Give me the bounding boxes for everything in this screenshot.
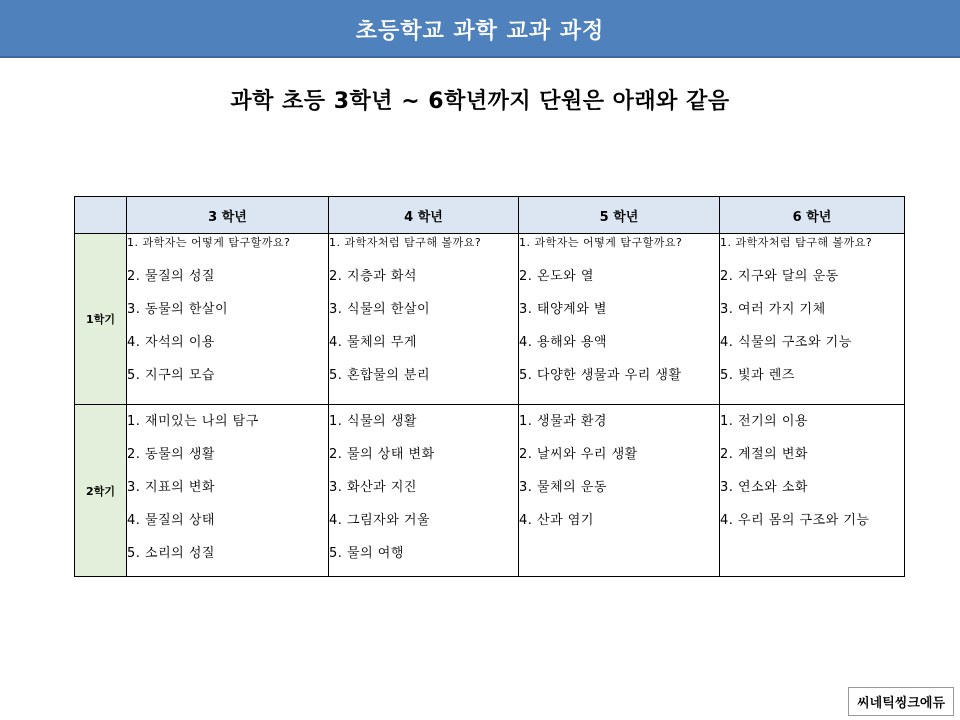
units-cell-s1-g4 [329,234,519,405]
unit-item: 2. 날씨와 우리 생활 [519,447,638,462]
unit-item: 5. 지구의 모습 [127,368,215,383]
unit-item: 1. 과학자는 어떻게 탐구할까요? [127,236,291,249]
unit-item: 4. 산과 염기 [519,513,594,528]
unit-item: 2. 물의 상태 변화 [329,447,435,462]
unit-item: 2. 온도와 열 [519,269,594,284]
unit-item: 1. 과학자처럼 탐구해 볼까요? [329,236,482,249]
unit-item: 5. 다양한 생물과 우리 생활 [519,368,682,383]
unit-item: 3. 태양계와 별 [519,302,607,317]
units-cell-s1-g5 [519,234,720,405]
unit-item: 4. 자석의 이용 [127,335,215,350]
unit-item: 3. 지표의 변화 [127,480,215,495]
curriculum-table [74,196,905,577]
unit-item: 5. 물의 여행 [329,546,404,561]
semester-label: 1학기 [75,234,127,405]
unit-item: 3. 연소와 소화 [720,480,808,495]
unit-item: 4. 그림자와 거울 [329,513,431,528]
units-cell-s2-g6 [720,405,905,577]
unit-item: 5. 소리의 성질 [127,546,215,561]
unit-item: 3. 동물의 한살이 [127,302,229,317]
unit-item: 2. 계절의 변화 [720,447,808,462]
grade-header-3: 3 학년 [127,197,329,234]
grade-header-4: 4 학년 [329,197,519,234]
table-row-semester-2 [75,405,905,577]
unit-item: 4. 용해와 용액 [519,335,607,350]
units-cell-s2-g5 [519,405,720,577]
unit-item: 3. 여러 가지 기체 [720,302,826,317]
page-title: 초등학교 과학 교과 과정 [355,18,605,44]
page-subtitle: 과학 초등 3학년 ~ 6학년까지 단원은 아래와 같음 [230,89,730,114]
units-cell-s2-g4 [329,405,519,577]
unit-item: 4. 우리 몸의 구조와 기능 [720,513,870,528]
unit-item: 4. 물질의 상태 [127,513,215,528]
unit-item: 4. 식물의 구조와 기능 [720,335,852,350]
unit-item: 1. 전기의 이용 [720,414,808,429]
unit-item: 5. 혼합물의 분리 [329,368,431,383]
grade-header-6: 6 학년 [720,197,905,234]
table-corner-cell [75,197,127,234]
unit-item: 2. 동물의 생활 [127,447,215,462]
unit-item: 2. 지층과 화석 [329,269,417,284]
unit-item: 2. 물질의 성질 [127,269,215,284]
units-cell-s1-g3 [127,234,329,405]
unit-item: 2. 지구와 달의 운동 [720,269,839,284]
table-row-semester-1 [75,234,905,405]
units-cell-s1-g6 [720,234,905,405]
units-cell-s2-g3 [127,405,329,577]
unit-item: 3. 식물의 한살이 [329,302,431,317]
brand-label: 씨네틱씽크에듀 [848,687,954,716]
unit-item: 1. 식물의 생활 [329,414,417,429]
unit-item: 1. 재미있는 나의 탐구 [127,414,259,429]
unit-item: 1. 과학자처럼 탐구해 볼까요? [720,236,873,249]
semester-label: 2학기 [75,405,127,577]
unit-item: 4. 물체의 무게 [329,335,417,350]
grade-header-5: 5 학년 [519,197,720,234]
unit-item: 3. 화산과 지진 [329,480,417,495]
unit-item: 3. 물체의 운동 [519,480,607,495]
unit-item: 5. 빛과 렌즈 [720,368,795,383]
title-bar [0,0,960,61]
table-header-row [75,197,905,234]
unit-item: 1. 생물과 환경 [519,414,607,429]
unit-item: 1. 과학자는 어떻게 탐구할까요? [519,236,683,249]
